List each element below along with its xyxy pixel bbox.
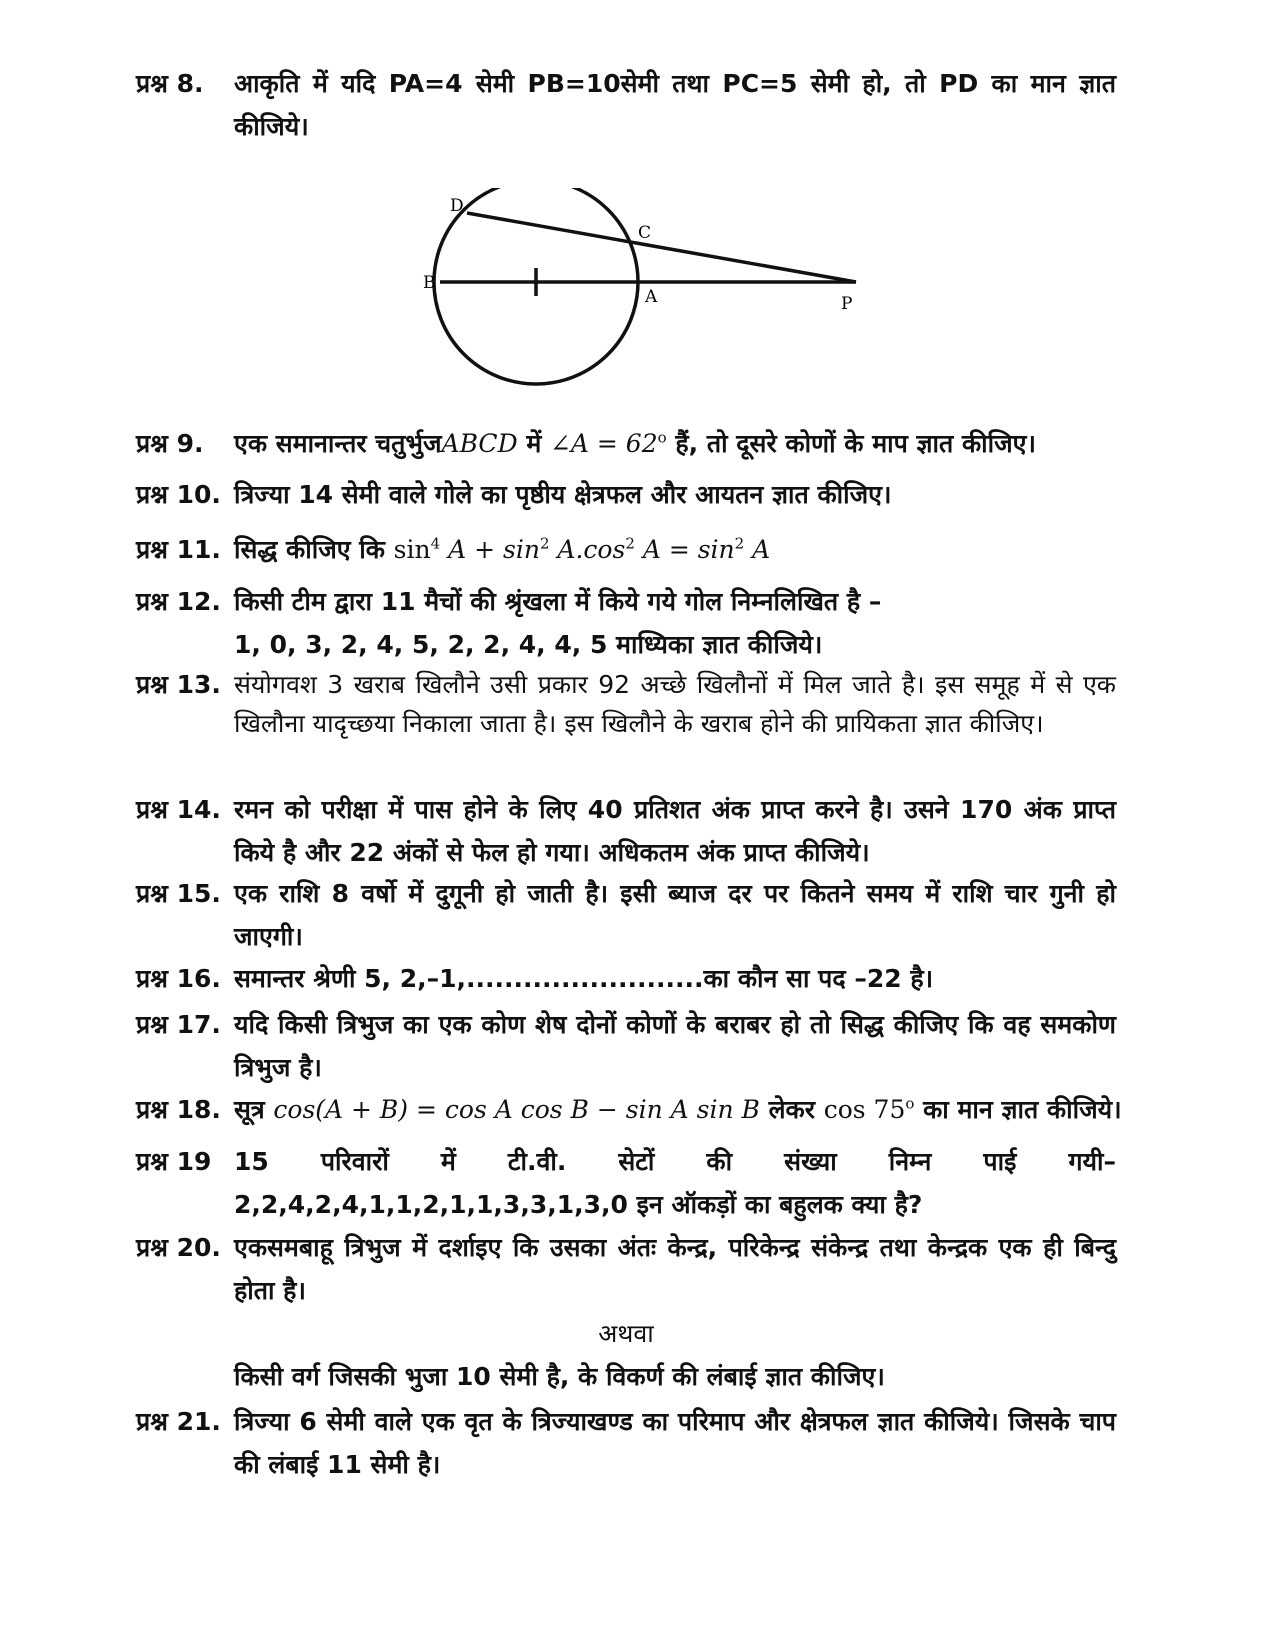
label-a: A [645,287,658,307]
question-label: प्रश्न 9. [136,429,204,458]
label-p: P [841,294,853,314]
question-label: प्रश्न 8. [136,69,204,98]
question-10 [136,473,1116,516]
question-label: प्रश्न 21. [136,1407,221,1436]
question-text: एकसमबाहू त्रिभुज में दर्शाइए कि उसका अंतः केन्द्र, परिकेन्द्र संकेन्द्र तथा केन्द्रक एक ही बिन्दु होता है। [234,1233,1116,1305]
math-angle: ∠A = 62 [549,429,658,458]
text-part: का मान ज्ञात कीजिये। [914,1095,1122,1124]
question-15 [136,872,1116,958]
degree-mark: o [905,1094,915,1113]
question-text-line-2: 1, 0, 3, 2, 4, 5, 2, 2, 4, 4, 5 माध्यिका ज्ञात कीजिये। [234,630,823,659]
question-21 [136,1400,1116,1486]
math-part: A.cos [549,535,626,564]
math-part: A = sin [634,535,735,564]
question-text: त्रिज्या 6 सेमी वाले एक वृत के त्रिज्याखण्ड का परिमाप और क्षेत्रफल ज्ञात कीजिये। जिसके चाप की लंबाई 11 सेमी है। [234,1407,1116,1479]
text-part: में [517,429,550,458]
question-text: एक राशि 8 वर्षो में दुगूनी हो जाती है। इसी ब्याज दर पर कितने समय में राशि चार गुनी हो जाएगी। [234,879,1116,951]
question-label: प्रश्न 20. [136,1233,221,1262]
question-text: आकृति में यदि PA=4 सेमी PB=10सेमी तथा PC=5 सेमी हो, तो PD का मान ज्ञात कीजिये। [234,69,1116,141]
question-11 [136,528,1116,571]
question-text: 15 परिवारों में टी.वी. सेटों की संख्या निम्न पाई गयी– 2,2,4,2,4,1,1,2,1,1,3,3,1,3,0 इन ऑकड़ों का बहुलक क्या है? [234,1147,1116,1219]
question-16 [136,957,1116,1000]
question-text: रमन को परीक्षा में पास होने के लिए 40 प्रतिशत अंक प्राप्त करने है। उसने 170 अंक प्राप्त किये है और 22 अंकों से फेल हो गया। अधिकतम अंक प्राप्त कीजिये। [234,795,1116,867]
exponent: 4 [430,534,441,553]
math-formula: cos(A + B) = cos A cos B − sin A sin B [273,1095,760,1124]
text-part: सूत्र [234,1095,274,1124]
question-text [234,1088,1122,1131]
question-label: प्रश्न 14. [136,795,221,824]
question-text: संयोगवश 3 खराब खिलौने उसी प्रकार 92 अच्छे खिलौनों में मिल जाते है। इस समूह में से एक खिलौना यादृच्छया निकाला जाता है। इस खिलौने के खराब होने की प्रायिकता ज्ञात कीजिए। [234,670,1116,738]
question-label: प्रश्न 19 [136,1147,212,1176]
or-separator: अथवा [598,1319,654,1348]
question-label: प्रश्न 13. [136,670,221,699]
math-cos75: cos 75 [823,1095,906,1124]
label-c: C [638,223,652,243]
text-part: लेकर [759,1095,824,1124]
question-label: प्रश्न 10. [136,480,221,509]
label-d: D [450,196,464,216]
exponent: 2 [734,534,745,553]
question-label: प्रश्न 16. [136,964,221,993]
question-text [234,528,1116,571]
question-text [234,422,1116,465]
question-19 [136,1140,1116,1226]
secant-pd [467,213,856,282]
circle-secant-figure [420,188,880,398]
text-part: हैं, तो दूसरे कोणों के माप ज्ञात कीजिए। [666,429,1036,458]
question-label: प्रश्न 17. [136,1010,221,1039]
question-20-alternative: किसी वर्ग जिसकी भुजा 10 सेमी है, के विकर्ण की लंबाई ज्ञात कीजिए। [234,1362,885,1391]
question-13 [136,665,1116,743]
math-abcd: ABCD [441,429,518,458]
question-text: समान्तर श्रेणी 5, 2,–1,.........................का कौन सा पद –22 है। [234,964,934,993]
question-label: प्रश्न 18. [136,1095,221,1124]
degree-mark: o [657,428,667,447]
exponent: 2 [539,534,550,553]
label-b: B [423,273,436,293]
question-17 [136,1003,1116,1089]
math-part: sin [393,535,431,564]
math-part: A [744,535,771,564]
exponent: 2 [625,534,635,553]
question-18 [136,1088,1122,1131]
question-text: त्रिज्या 14 सेमी वाले गोले का पृष्ठीय क्षेत्रफल और आयतन ज्ञात कीजिए। [234,480,892,509]
question-9 [136,422,1116,465]
question-14 [136,788,1116,874]
text-part: सिद्ध कीजिए कि [234,535,394,564]
question-12 [136,580,1116,666]
question-text-line-1: किसी टीम द्वारा 11 मैचों की श्रृंखला में किये गये गोल निम्नलिखित है – [234,587,882,616]
text-part: एक समानान्तर चतुर्भुज [234,429,442,458]
question-label: प्रश्न 11. [136,535,221,564]
question-label: प्रश्न 12. [136,587,221,616]
question-8 [136,62,1116,148]
question-label: प्रश्न 15. [136,879,221,908]
question-text: यदि किसी त्रिभुज का एक कोण शेष दोनों कोणों के बराबर हो तो सिद्ध कीजिए कि वह समकोण त्रिभुज है। [234,1010,1116,1082]
math-part: A + sin [440,535,540,564]
question-20 [136,1226,1116,1312]
